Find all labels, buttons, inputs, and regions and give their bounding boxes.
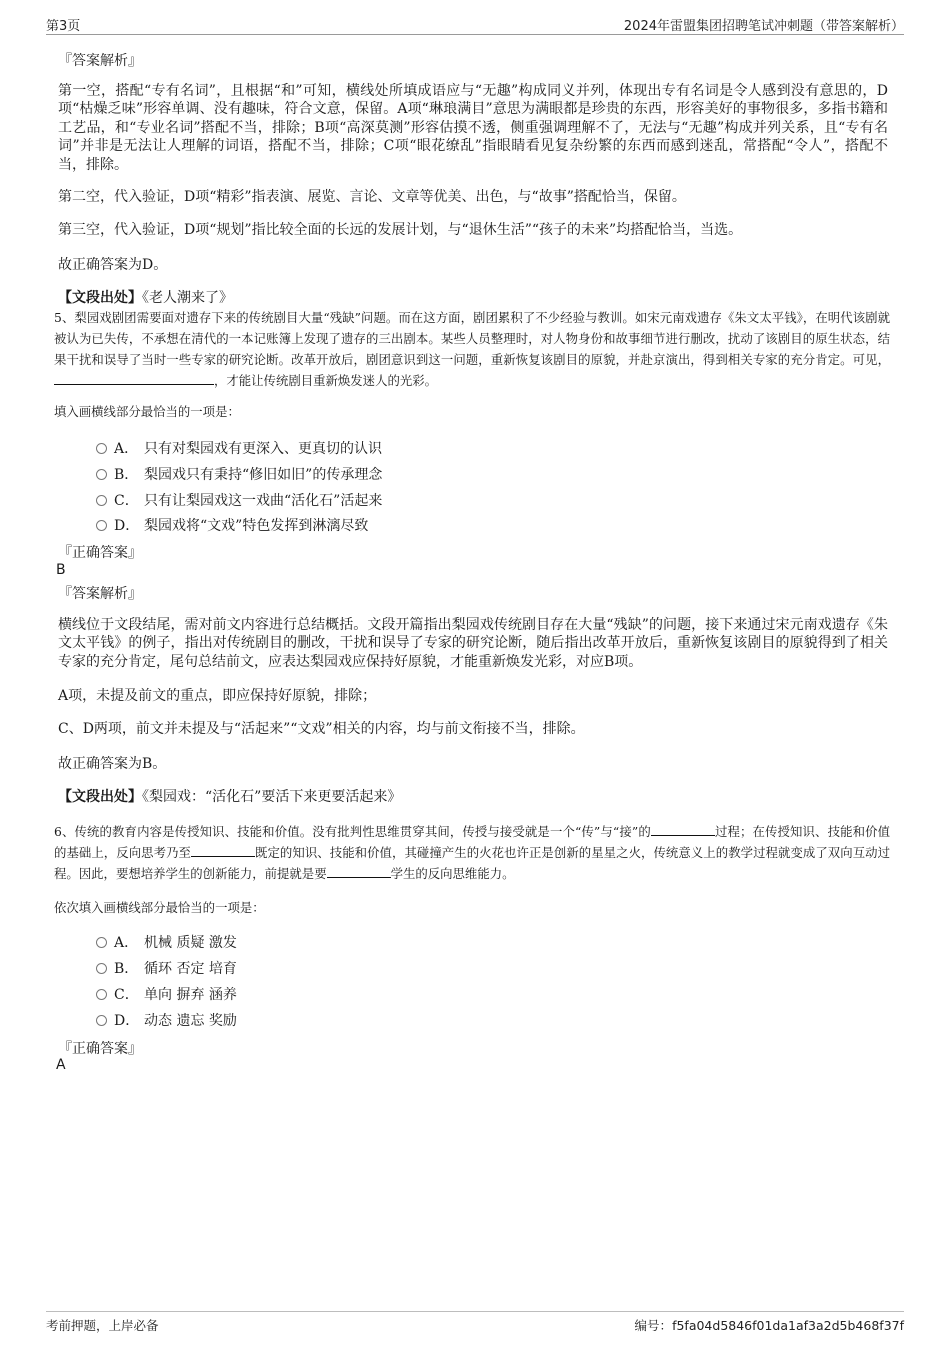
correct-answer: A [56,1057,66,1073]
correct-answer: B [56,562,66,578]
analysis-heading: 『答案解析』 [58,586,142,602]
radio-icon[interactable] [96,495,107,506]
option-c[interactable]: C． 只有让梨园戏这一戏曲“活化石”活起来 [96,490,382,510]
answer-blank [54,371,214,385]
analysis-heading: 『答案解析』 [58,53,142,69]
analysis-paragraph: 第一空，搭配“专有名词”，且根据“和”可知，横线处所填成语应与“无趣”构成同义并列，体现出专有名词是令人感到没有意思的，D项“枯燥乏味”形容单调、没有趣味，符合文意，保留。A项“琳琅满目”意思为满眼都是珍贵的东西，形容美好的事物很多，多指书籍和工艺品，和“专业名词”搭配不当，排除；B项“高深莫测”形容估摸不透，侧重强调理解不了，无法与“无趣”构成并列关系，且“专有名词”并非是无法让人理解的词语，搭配不当，排除；C项“眼花缭乱”指眼睛看见复杂纷繁的东西而感到迷乱，常搭配“令人”，搭配不当，排除。 [58,83,888,173]
radio-icon[interactable] [96,443,107,454]
answer-conclusion: 故正确答案为B。 [58,756,167,772]
answer-blank [651,822,715,836]
source-title: 《老人潮来了》 [142,290,233,306]
source-line [58,289,888,307]
analysis-paragraph: 横线位于文段结尾，需对前文内容进行总结概括。文段开篇指出梨园戏传统剧目存在大量“残缺”的问题，接下来通过宋元南戏遗存《朱文太平钱》的例子，指出对传统剧目的删改，干扰和误导了专家的研究论断，随后指出改革开放后，重新恢复该剧目的原貌得到了相关专家的充分肯定，尾句总结前文，应表达梨园戏应保持好原貌，才能重新焕发光彩，对应B项。 [58,617,888,670]
radio-icon[interactable] [96,963,107,974]
radio-icon[interactable] [96,469,107,480]
source-label: 【文段出处】 [58,789,142,805]
radio-icon[interactable] [96,1015,107,1026]
correct-answer-heading: 『正确答案』 [58,545,142,561]
source-title: 《梨园戏：“活化石”要活下来更要活起来》 [142,789,402,805]
analysis-paragraph: C、D两项，前文并未提及与“活起来”“文戏”相关的内容，均与前文衔接不当，排除。 [58,721,585,737]
option-c[interactable]: C． 单向 摒弃 涵养 [96,984,237,1004]
question-6-stem: 6、传统的教育内容是传授知识、技能和价值。没有批判性思维贯穿其间，传授与接受就是一个“传”与“接”的 过程；在传授知识、技能和价值的基础上，反向思考乃至 既定的知识、技能和价值，其碰撞产生的火花也许正是创新的星星之火，传统意义上的教学过程就变成了双向互动过程。因此，要想培养学生的创新能力，前提就是要 学生的反向思维能力。 [54,824,891,881]
page-number: 第3页 [46,19,81,34]
document-serial: 编号：f5fa04d5846f01da1af3a2d5b468f37f [634,1318,904,1333]
question-5-stem: 5、梨园戏剧团需要面对遗存下来的传统剧目大量“残缺”问题。而在这方面，剧团累积了不少经验与教训。如宋元南戏遗存《朱文太平钱》，在明代该剧就被认为已失传，不承想在清代的一本记账簿上发现了遗存的三出剧本。某些人员整理时，对人物身份和故事细节进行删改，扰动了该剧目的原生状态，结果干扰和误导了当时一些专家的研究论断。改革开放后，剧团意识到这一问题，重新恢复该剧目的原貌，并赴京演出，得到相关专家的充分肯定。可见，，才能让传统剧目重新焕发迷人的光彩。 [54,310,890,388]
answer-blank [191,843,255,857]
radio-icon[interactable] [96,520,107,531]
radio-icon[interactable] [96,937,107,948]
analysis-paragraph: 第三空，代入验证，D项“规划”指比较全面的长远的发展计划，与“退休生活”“孩子的未来”均搭配恰当，当选。 [58,222,743,238]
footer-slogan: 考前押题，上岸必备 [46,1318,159,1333]
document-title: 2024年雷盟集团招聘笔试冲刺题（带答案解析） [623,19,904,34]
option-d[interactable]: D． 动态 遗忘 奖励 [96,1010,237,1030]
analysis-paragraph: A项，未提及前文的重点，即应保持好原貌，排除； [58,688,377,704]
page-header [46,14,904,35]
option-a[interactable]: A． 机械 质疑 激发 [96,932,237,952]
option-a[interactable]: A． 只有对梨园戏有更深入、更真切的认识 [96,438,382,458]
radio-icon[interactable] [96,989,107,1000]
option-b[interactable]: B． 循环 否定 培育 [96,958,237,978]
option-b[interactable]: B． 梨园戏只有秉持“修旧如旧”的传承理念 [96,464,382,484]
source-label: 【文段出处】 [58,290,142,306]
answer-conclusion: 故正确答案为D。 [58,257,168,273]
question-prompt: 依次填入画横线部分最恰当的一项是： [54,900,265,915]
analysis-paragraph: 第二空，代入验证，D项“精彩”指表演、展览、言论、文章等优美、出色，与“故事”搭配恰当，保留。 [58,189,686,205]
question-prompt: 填入画横线部分最恰当的一项是： [54,404,240,419]
page-footer [46,1311,904,1334]
source-line [58,788,888,806]
answer-blank [327,864,391,878]
correct-answer-heading: 『正确答案』 [58,1041,142,1057]
option-d[interactable]: D． 梨园戏将“文戏”特色发挥到淋漓尽致 [96,515,368,535]
